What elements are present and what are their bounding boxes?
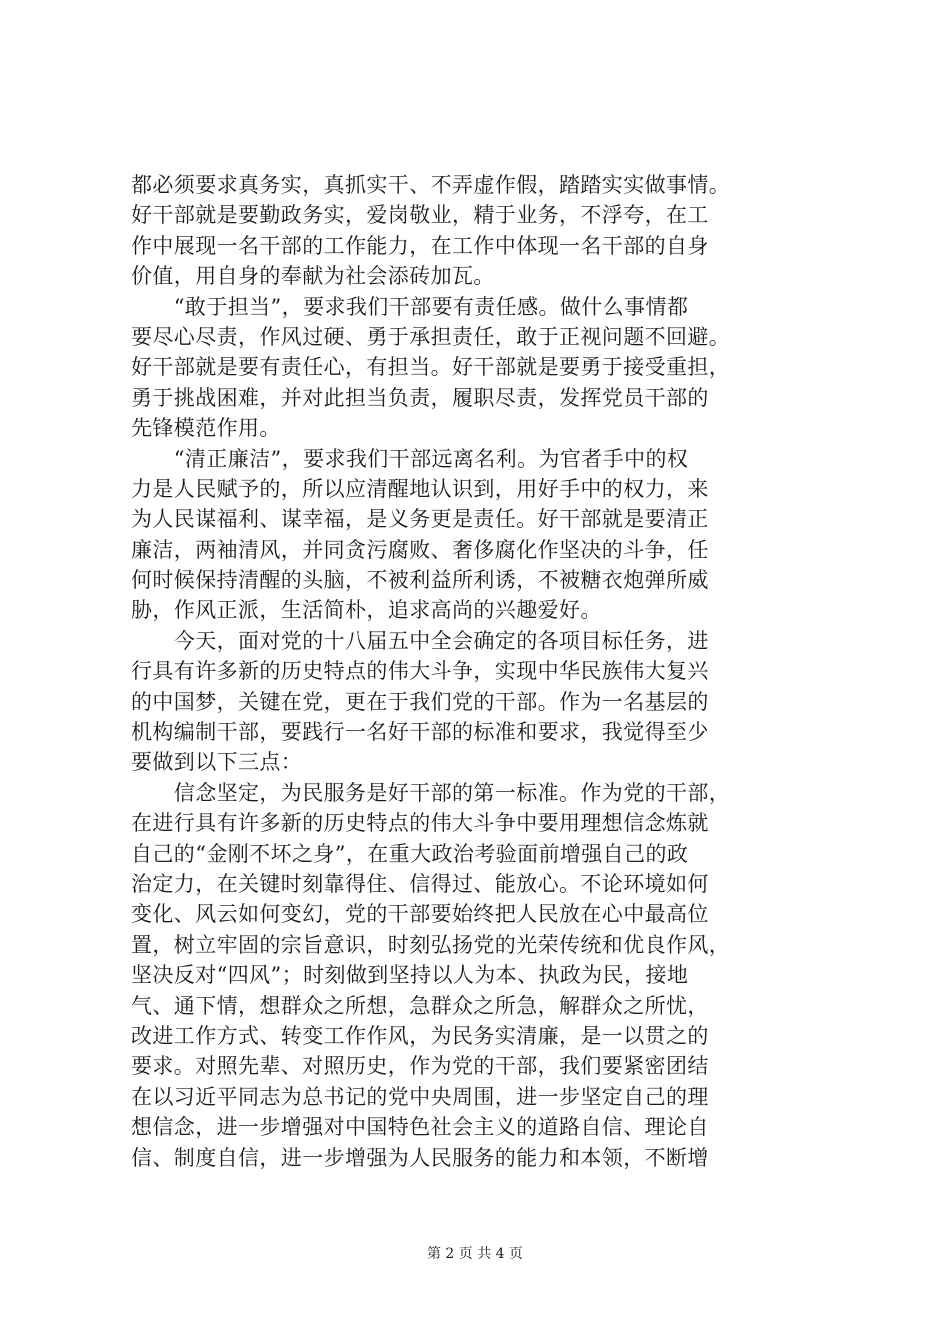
text-line: 气、通下情，想群众之所想，急群众之所急，解群众之所忧， xyxy=(131,993,709,1018)
text-line: 今天，面对党的十八届五中全会确定的各项目标任务，进 xyxy=(131,628,709,653)
text-line: 好干部就是要勤政务实，爱岗敬业，精于业务，不浮夸，在工 xyxy=(131,203,709,228)
text-line: 力是人民赋予的，所以应清醒地认识到，用好手中的权力，来 xyxy=(131,476,709,501)
text-line: 坚决反对“四风”；时刻做到坚持以人为本、执政为民，接地 xyxy=(131,963,689,988)
page-footer: 第 2 页 共 4 页 xyxy=(426,1246,524,1262)
text-line: 先锋模范作用。 xyxy=(131,416,281,441)
text-line: 要尽心尽责，作风过硬、勇于承担责任，敢于正视问题不回避。 xyxy=(131,324,731,349)
text-line: 行具有许多新的历史特点的伟大斗争，实现中华民族伟大复兴 xyxy=(131,659,709,684)
text-line: 想信念，进一步增强对中国特色社会主义的道路自信、理论自 xyxy=(131,1115,709,1140)
text-line: 治定力，在关键时刻靠得住、信得过、能放心。不论环境如何 xyxy=(131,871,709,896)
text-line: 信念坚定，为民服务是好干部的第一标准。作为党的干部， xyxy=(131,780,731,805)
text-line: 在进行具有许多新的历史特点的伟大斗争中要用理想信念炼就 xyxy=(131,811,709,836)
text-line: 置，树立牢固的宗旨意识，时刻弘扬党的光荣传统和优良作风， xyxy=(131,932,731,957)
text-line: 的中国梦，关键在党，更在于我们党的干部。作为一名基层的 xyxy=(131,689,709,714)
text-line: 都必须要求真务实，真抓实干、不弄虚作假，踏踏实实做事情。 xyxy=(131,173,731,197)
text-line: 机构编制干部，要践行一名好干部的标准和要求，我觉得至少 xyxy=(131,720,709,745)
text-line: “敢于担当”，要求我们干部要有责任感。做什么事情都 xyxy=(131,294,689,319)
text-line: 胁，作风正派，生活简朴，追求高尚的兴趣爱好。 xyxy=(131,598,602,623)
text-line: 要做到以下三点： xyxy=(131,750,303,775)
text-line: 价值，用自身的奉献为社会添砖加瓦。 xyxy=(131,264,495,289)
text-line: 好干部就是要有责任心，有担当。好干部就是要勇于接受重担， xyxy=(131,355,731,380)
text-line: 改进工作方式、转变工作作风，为民务实清廉，是一以贯之的 xyxy=(131,1023,709,1048)
text-line: 自己的“金刚不坏之身”，在重大政治考验面前增强自己的政 xyxy=(131,841,689,866)
text-line: 何时候保持清醒的头脑，不被利益所利诱，不被糖衣炮弹所威 xyxy=(131,568,709,593)
body-text xyxy=(131,170,831,1173)
text-line: “清正廉洁”，要求我们干部远离名利。为官者手中的权 xyxy=(131,446,689,471)
text-line: 信、制度自信，进一步增强为人民服务的能力和本领，不断增 xyxy=(131,1145,709,1170)
text-line: 作中展现一名干部的工作能力，在工作中体现一名干部的自身 xyxy=(131,233,709,258)
text-line: 要求。对照先辈、对照历史，作为党的干部，我们要紧密团结 xyxy=(131,1054,709,1079)
text-line: 在以习近平同志为总书记的党中央周围，进一步坚定自己的理 xyxy=(131,1084,709,1109)
text-line: 勇于挑战困难，并对此担当负责，履职尽责，发挥党员干部的 xyxy=(131,385,709,410)
text-line: 廉洁，两袖清风，并同贪污腐败、奢侈腐化作坚决的斗争，任 xyxy=(131,537,709,562)
text-line: 为人民谋福利、谋幸福，是义务更是责任。好干部就是要清正 xyxy=(131,507,709,532)
text-line: 变化、风云如何变幻，党的干部要始终把人民放在心中最高位 xyxy=(131,902,709,927)
